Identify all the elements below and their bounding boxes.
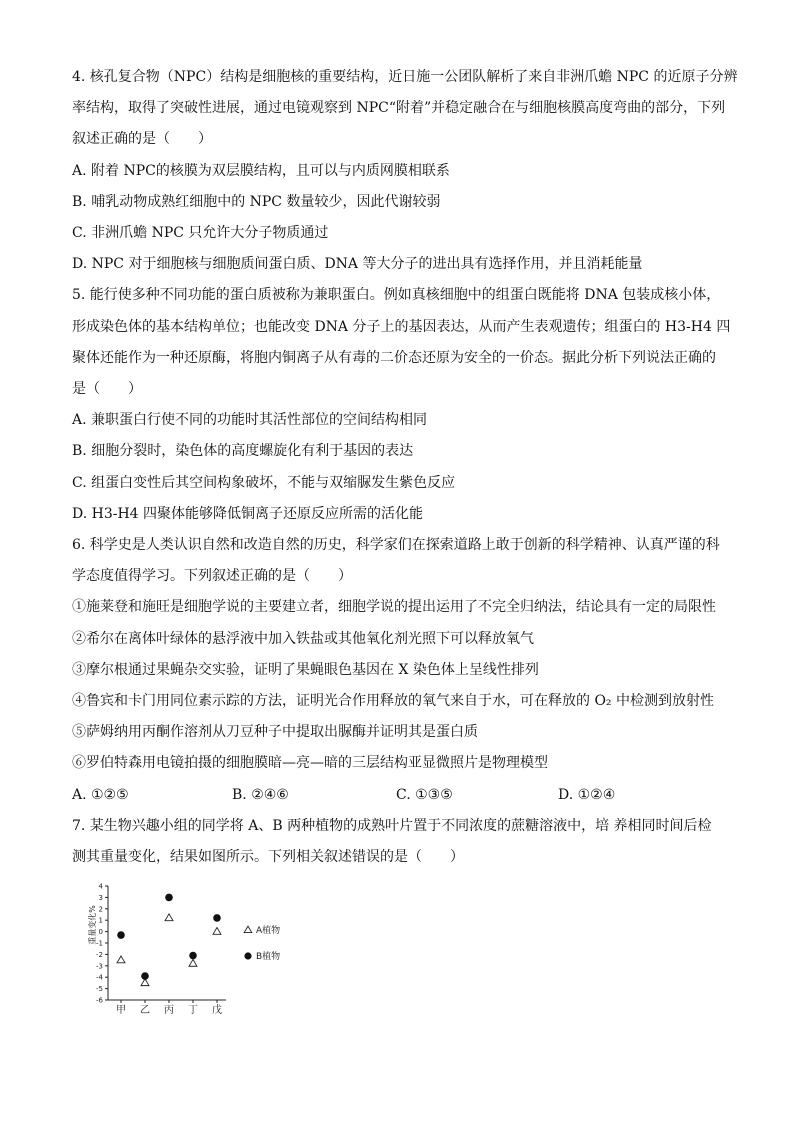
y-tick-label: 0: [98, 928, 103, 937]
question-page: [72, 62, 738, 873]
q4-option-a: A. 附着 NPC的核膜为双层膜结构，且可以与内质网膜相联系: [72, 162, 450, 179]
q5-stem-line-2: 形成染色体的基本结构单位；也能改变 DNA 分子上的基因表达，从而产生表观遗传；组蛋白的 H3-H4 四: [72, 318, 731, 335]
question-5: [72, 280, 732, 530]
q6-stem-line-1: 6. 科学史是人类认识自然和改造自然的历史，科学家们在探索道路上敢于创新的科学精神、认真严谨的科: [72, 537, 720, 554]
legend-marker-b: [244, 952, 251, 959]
question-4: [72, 62, 738, 280]
q6-statement-5: ⑤萨姆纳用丙酮作溶剂从刀豆种子中提取出脲酶并证明其是蛋白质: [72, 724, 478, 741]
x-tick-label: 丁: [188, 1005, 198, 1016]
series-a-point: [189, 959, 197, 966]
q6-option-d: D. ①②④: [558, 786, 616, 803]
q4-option-b: B. 哺乳动物成熟红细胞中的 NPC 数量较少，因此代谢较弱: [72, 193, 441, 210]
legend-label: B植物: [256, 952, 281, 962]
y-axis-label: 重量变化%: [88, 905, 97, 945]
series-a-point: [165, 914, 173, 921]
q4-stem-line-1: 4. 核孔复合物（NPC）结构是细胞核的重要结构，近日施一公团队解析了来自非洲爪蟾 NPC 的近原子分辨: [72, 69, 738, 85]
q4-option-c: C. 非洲爪蟾 NPC 只允许大分子物质通过: [72, 225, 329, 242]
q5-stem-line-1: 5. 能行使多种不同功能的蛋白质被称为兼职蛋白。例如真核细胞中的组蛋白既能将 DNA 包装成核小体，: [72, 287, 721, 304]
q6-statement-1: ①施莱登和施旺是细胞学说的主要建立者，细胞学说的提出运用了不完全归纳法，结论具有一定的局限性: [72, 599, 716, 616]
y-tick-label: -6: [96, 996, 103, 1005]
q5-option-a: A. 兼职蛋白行使不同的功能时其活性部位的空间结构相同: [72, 412, 428, 429]
weight-change-chart: [86, 876, 306, 1016]
q7-stem-line-1: 7. 某生物兴趣小组的同学将 A、B 两种植物的成熟叶片置于不同浓度的蔗糖溶液中，培 养相同时间后检: [72, 817, 712, 834]
y-tick-label: 4: [98, 882, 103, 891]
x-tick-label: 甲: [116, 1005, 126, 1016]
y-tick-label: -2: [96, 950, 103, 959]
q5-stem-line-4: 是（ ）: [72, 381, 142, 398]
question-7: [72, 811, 732, 873]
series-b-point: [189, 952, 197, 960]
x-tick-label: 乙: [140, 1005, 150, 1016]
q4-stem-line-3: 叙述正确的是（ ）: [72, 131, 212, 148]
q4-option-d: D. NPC 对于细胞核与细胞质间蛋白质、DNA 等大分子的进出具有选择作用，并且消耗能量: [72, 256, 643, 273]
y-tick-label: -3: [96, 962, 103, 971]
y-tick-label: 2: [98, 905, 103, 914]
q7-stem-line-2: 测其重量变化，结果如图所示。下列相关叙述错误的是（ ）: [72, 849, 464, 866]
q6-option-a: A. ①②⑤: [72, 786, 129, 803]
q6-statement-3: ③摩尔根通过果蝇杂交实验，证明了果蝇眼色基因在 X 染色体上呈线性排列: [72, 661, 539, 678]
legend-marker-a: [244, 926, 252, 932]
q5-option-d: D. H3-H4 四聚体能够降低铜离子还原反应所需的活化能: [72, 505, 424, 522]
q5-stem-line-3: 聚体还能作为一种还原酶，将胞内铜离子从有毒的二价态还原为安全的一价态。据此分析下列说法正确的: [72, 349, 716, 366]
chart-svg: [86, 876, 306, 1016]
q6-options: [72, 780, 732, 811]
y-tick-label: 1: [98, 916, 103, 925]
y-tick-label: 3: [98, 893, 103, 902]
series-b-point: [213, 914, 221, 922]
series-b-point: [141, 972, 149, 980]
series-a-point: [213, 928, 221, 935]
series-b-point: [117, 931, 125, 939]
q6-statement-4: ④鲁宾和卡门用同位素示踪的方法，证明光合作用释放的氧气来自于水，可在释放的 O₂ 中检测到放射性: [72, 693, 714, 710]
question-6: [72, 530, 732, 811]
x-tick-label: 戊: [212, 1005, 222, 1016]
y-tick-label: -5: [96, 985, 103, 994]
q6-statement-6: ⑥罗伯特森用电镜拍摄的细胞膜暗—亮—暗的三层结构亚显微照片是物理模型: [72, 755, 548, 772]
y-tick-label: -4: [96, 973, 103, 982]
q6-statement-2: ②希尔在离体叶绿体的悬浮液中加入铁盐或其他氧化剂光照下可以释放氧气: [72, 630, 534, 647]
q5-option-c: C. 组蛋白变性后其空间构象破坏，不能与双缩脲发生紫色反应: [72, 474, 456, 491]
series-a-point: [117, 956, 125, 963]
q4-stem-line-2: 率结构，取得了突破性进展，通过电镜观察到 NPC“附着”并稳定融合在与细胞核膜高度弯曲的部分，下列: [72, 100, 726, 117]
q6-option-b: B. ②④⑥: [232, 786, 289, 803]
q6-option-c: C. ①③⑤: [396, 786, 453, 803]
q6-stem-line-2: 学态度值得学习。下列叙述正确的是（ ）: [72, 568, 352, 585]
q5-option-b: B. 细胞分裂时，染色体的高度螺旋化有利于基因的表达: [72, 443, 414, 460]
x-tick-label: 丙: [164, 1005, 174, 1016]
legend-label: A植物: [256, 926, 281, 936]
y-tick-label: -1: [96, 939, 103, 948]
series-b-point: [165, 894, 173, 902]
